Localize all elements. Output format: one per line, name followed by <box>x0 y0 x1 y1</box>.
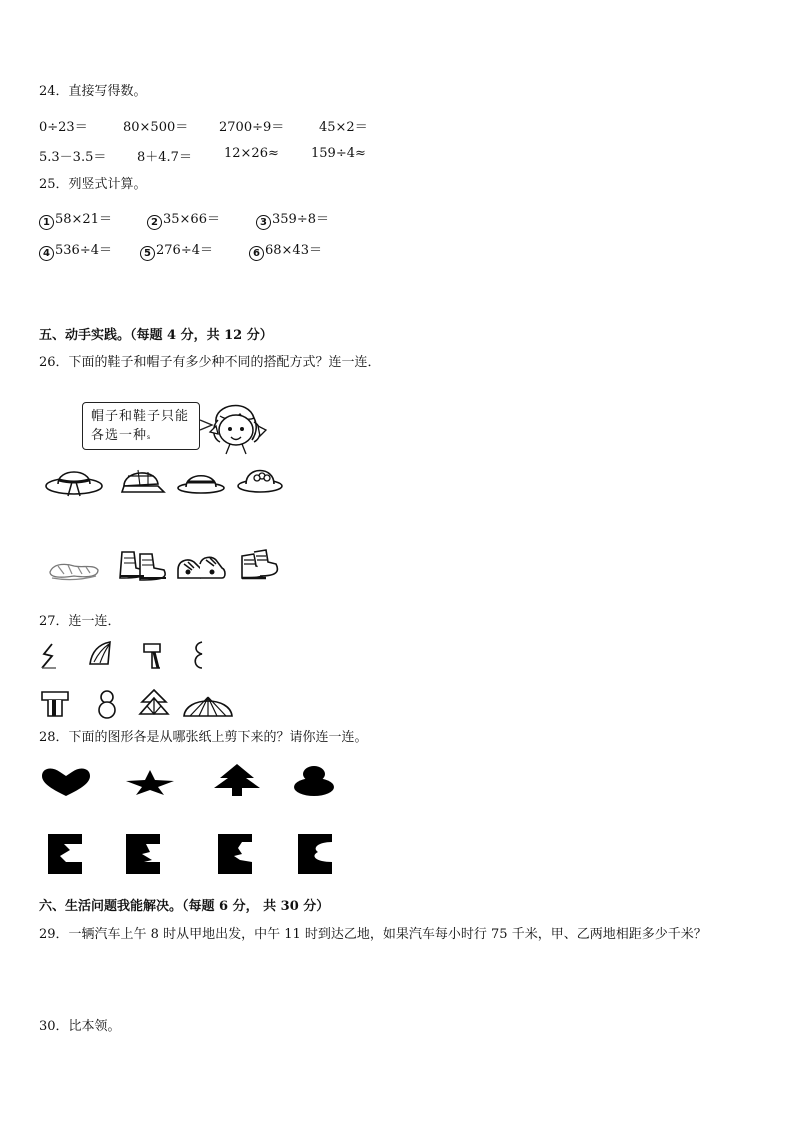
bubble-line-2: 各选一种s <box>91 428 151 443</box>
girl-icon <box>208 396 268 456</box>
bubble-line-1: 帽子和鞋子只能 <box>91 409 190 424</box>
q25-item-3: 3 359÷8＝ <box>256 208 329 230</box>
section-6-title: 六、生活问题我能解决。（每题 6 分， 共 30 分） <box>39 899 330 914</box>
circled-number: 5 <box>140 246 155 261</box>
q24-title: 24．直接写得数。 <box>39 84 147 99</box>
circled-number: 1 <box>39 215 54 230</box>
paper-round-cut-icon <box>296 832 336 876</box>
arrow-tree-icon <box>210 762 264 798</box>
q25-item-1: 1 58×21＝ <box>39 208 112 230</box>
q24-item-1: 0÷23＝ <box>39 120 88 135</box>
half-snowman-icon <box>192 640 208 670</box>
q24-item-5: 5.3－3.5＝ <box>39 150 107 165</box>
high-top-shoes-icon <box>236 548 282 586</box>
q24-item-2: 80×500＝ <box>123 120 189 135</box>
q24-item-8: 159÷4≈ <box>311 146 366 161</box>
q29-title: 29．一辆汽车上午 8 时从甲地出发，中午 11 时到达乙地，如果汽车每小时行 75 千米，甲、乙两地相距多少千米？ <box>39 927 707 942</box>
half-umbrella-icon <box>86 640 114 668</box>
sneakers-icon <box>174 550 228 584</box>
mushroom-icon <box>40 688 70 718</box>
snowman-silhouette-icon <box>292 764 336 798</box>
sandal-icon <box>46 554 102 584</box>
zigzag-half-icon <box>38 642 60 670</box>
umbrella-icon <box>182 690 234 720</box>
heart-icon <box>38 766 92 798</box>
star-icon <box>124 768 176 796</box>
section-5-title: 五、动手实践。（每题 4 分，共 12 分） <box>39 328 273 343</box>
q30-title: 30．比本领。 <box>39 1019 121 1034</box>
q28-title: 28．下面的图形各是从哪张纸上剪下来的？请你连一连。 <box>39 730 368 745</box>
q24-item-4: 45×2＝ <box>319 120 368 135</box>
circled-number: 6 <box>249 246 264 261</box>
q24-item-3: 2700÷9＝ <box>219 120 285 135</box>
q26-title: 26．下面的鞋子和帽子有多少种不同的搭配方式？连一连． <box>39 355 381 370</box>
q25-item-6: 6 68×43＝ <box>249 239 322 261</box>
tree-shape-icon <box>138 688 170 720</box>
paper-star-cut-icon <box>124 832 164 876</box>
fedora-hat-icon <box>176 466 226 496</box>
sun-hat-icon <box>236 462 286 496</box>
q24-item-6: 8＋4.7＝ <box>137 150 192 165</box>
boots-icon <box>116 548 170 584</box>
q25-item-4: 4 536÷4＝ <box>39 239 112 261</box>
wide-brim-hat-icon <box>44 462 106 500</box>
q25-item-2: 2 35×66＝ <box>147 208 220 230</box>
q25-item-5: 5 276÷4＝ <box>140 239 213 261</box>
half-mushroom-icon <box>142 640 164 670</box>
paper-zigzag-cut-icon <box>46 832 86 876</box>
q27-title: 27．连一连． <box>39 614 121 629</box>
q24-item-7: 12×26≈ <box>224 146 279 161</box>
paper-arrow-cut-icon <box>216 832 256 876</box>
speech-bubble <box>82 402 200 450</box>
q25-title: 25．列竖式计算。 <box>39 177 147 192</box>
circled-number: 4 <box>39 246 54 261</box>
snowman-icon <box>96 688 118 720</box>
cap-icon <box>118 464 166 498</box>
circled-number: 2 <box>147 215 162 230</box>
circled-number: 3 <box>256 215 271 230</box>
